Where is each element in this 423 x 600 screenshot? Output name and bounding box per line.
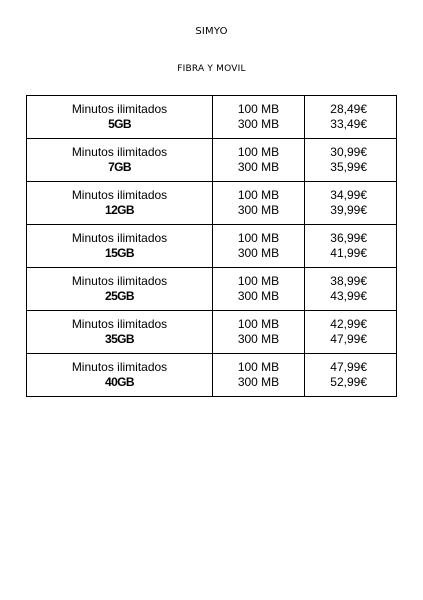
- speed-value: 300 MB: [237, 117, 280, 131]
- plan-minutes: Minutos ilimitados: [71, 317, 168, 331]
- plans-table-body: [27, 96, 397, 397]
- plan-minutes: Minutos ilimitados: [71, 145, 168, 159]
- speed-value: 300 MB: [237, 160, 280, 174]
- price-cell: [305, 311, 397, 354]
- price-cell: [305, 354, 397, 397]
- speed-value: 100 MB: [237, 188, 280, 202]
- price-value: 43,99€: [330, 289, 367, 303]
- price-value: 39,99€: [330, 203, 367, 217]
- table-row: [27, 96, 397, 139]
- price-cell: [305, 96, 397, 139]
- plan-minutes: Minutos ilimitados: [71, 231, 168, 245]
- plan-cell: [27, 139, 213, 182]
- price-value: 36,99€: [330, 231, 367, 245]
- speed-cell: [213, 225, 305, 268]
- table-row: [27, 225, 397, 268]
- table-row: [27, 311, 397, 354]
- plan-data-allowance: 40GB: [105, 375, 134, 389]
- speed-cell: [213, 96, 305, 139]
- price-value: 30,99€: [330, 145, 367, 159]
- plan-minutes: Minutos ilimitados: [71, 360, 168, 374]
- speed-cell: [213, 354, 305, 397]
- speed-value: 100 MB: [237, 231, 280, 245]
- speed-value: 300 MB: [237, 246, 280, 260]
- plan-cell: [27, 354, 213, 397]
- price-value: 35,99€: [330, 160, 367, 174]
- price-value: 34,99€: [330, 188, 367, 202]
- price-cell: [305, 268, 397, 311]
- document-subtitle: FIBRA Y MOVIL: [177, 64, 246, 74]
- plan-cell: [27, 96, 213, 139]
- plans-table: [26, 95, 397, 397]
- price-cell: [305, 225, 397, 268]
- speed-value: 100 MB: [237, 102, 280, 116]
- plan-cell: [27, 268, 213, 311]
- plan-data-allowance: 15GB: [105, 246, 134, 260]
- plan-minutes: Minutos ilimitados: [71, 274, 168, 288]
- price-value: 38,99€: [330, 274, 367, 288]
- plan-data-allowance: 25GB: [105, 289, 134, 303]
- plan-cell: [27, 225, 213, 268]
- price-value: 47,99€: [330, 332, 367, 346]
- table-row: [27, 182, 397, 225]
- price-cell: [305, 182, 397, 225]
- plan-data-allowance: 12GB: [105, 203, 134, 217]
- table-row: [27, 354, 397, 397]
- table-row: [27, 139, 397, 182]
- plan-cell: [27, 311, 213, 354]
- speed-cell: [213, 268, 305, 311]
- speed-value: 300 MB: [237, 289, 280, 303]
- speed-cell: [213, 311, 305, 354]
- speed-value: 300 MB: [237, 332, 280, 346]
- price-value: 33,49€: [330, 117, 367, 131]
- speed-cell: [213, 139, 305, 182]
- speed-value: 300 MB: [237, 203, 280, 217]
- price-cell: [305, 139, 397, 182]
- price-value: 28,49€: [330, 102, 367, 116]
- speed-value: 100 MB: [237, 145, 280, 159]
- speed-value: 100 MB: [237, 274, 280, 288]
- price-value: 41,99€: [330, 246, 367, 260]
- speed-cell: [213, 182, 305, 225]
- price-value: 47,99€: [330, 360, 367, 374]
- price-value: 52,99€: [330, 375, 367, 389]
- speed-value: 300 MB: [237, 375, 280, 389]
- plan-data-allowance: 35GB: [105, 332, 134, 346]
- price-value: 42,99€: [330, 317, 367, 331]
- plan-data-allowance: 7GB: [108, 160, 131, 174]
- plan-minutes: Minutos ilimitados: [71, 102, 168, 116]
- plan-minutes: Minutos ilimitados: [71, 188, 168, 202]
- plan-data-allowance: 5GB: [108, 117, 131, 131]
- speed-value: 100 MB: [237, 360, 280, 374]
- plan-cell: [27, 182, 213, 225]
- table-row: [27, 268, 397, 311]
- speed-value: 100 MB: [237, 317, 280, 331]
- document-title: SIMYO: [195, 26, 228, 37]
